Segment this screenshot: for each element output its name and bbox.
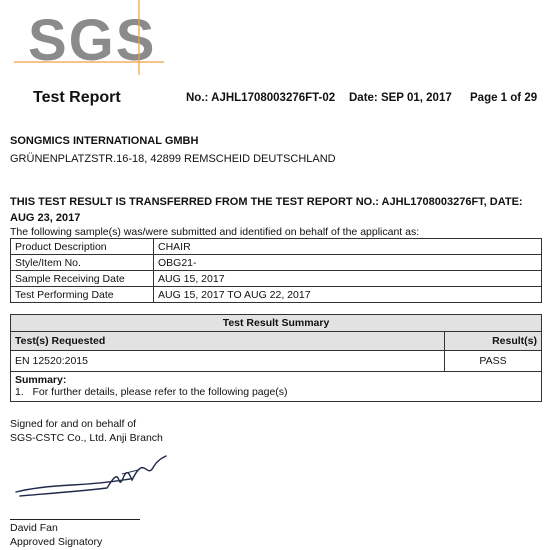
table-row: [11, 315, 542, 332]
sample-info-label: Style/Item No.: [11, 255, 154, 271]
summary-cell: [11, 372, 542, 402]
signing-company: SGS-CSTC Co., Ltd. Anji Branch: [10, 432, 163, 444]
table-row: [11, 287, 542, 303]
svg-text:SGS: SGS: [28, 8, 157, 73]
signed-for-text: Signed for and on behalf of: [10, 418, 137, 430]
handwritten-signature: [12, 452, 172, 514]
sample-info-value: OBG21-: [154, 255, 542, 271]
sample-info-value: CHAIR: [154, 239, 542, 255]
test-standard: EN 12520:2015: [11, 351, 445, 372]
report-date-value: SEP 01, 2017: [380, 92, 452, 104]
table-header-row: [11, 332, 542, 351]
table-row: [11, 255, 542, 271]
submitted-note: The following sample(s) was/were submitted and identified on behalf of the applicant as:: [10, 226, 420, 238]
report-date: [349, 92, 452, 104]
applicant-address: GRÜNENPLATZSTR.16-18, 42899 REMSCHEID DEUTSCHLAND: [10, 153, 336, 165]
sample-info-label: Product Description: [11, 239, 154, 255]
report-number-label: No.:: [186, 92, 209, 104]
summary-text: 1. For further details, please refer to the following page(s): [15, 386, 288, 398]
column-header-result: Result(s): [445, 332, 542, 351]
table-row: [11, 351, 542, 372]
signer-name: David Fan: [10, 522, 58, 534]
column-header-test: Test(s) Requested: [11, 332, 445, 351]
report-number-value: AJHL1708003276FT-02: [211, 92, 336, 104]
summary-label: Summary:: [15, 374, 67, 386]
table-row: [11, 372, 542, 402]
test-result-summary-table: [10, 314, 542, 402]
applicant-name: SONGMICS INTERNATIONAL GMBH: [10, 135, 199, 147]
sample-info-label: Test Performing Date: [11, 287, 154, 303]
report-number: [186, 92, 335, 104]
page-number: Page 1 of 29: [470, 92, 538, 104]
summary-table-title: Test Result Summary: [11, 315, 542, 332]
signer-title: Approved Signatory: [10, 536, 103, 548]
document-title: Test Report: [33, 89, 121, 106]
sample-info-value: AUG 15, 2017: [154, 271, 542, 287]
sample-info-label: Sample Receiving Date: [11, 271, 154, 287]
test-result: PASS: [445, 351, 542, 372]
sgs-logo: [14, 0, 164, 75]
signature-line: [10, 519, 140, 520]
transfer-note: THIS TEST RESULT IS TRANSFERRED FROM THE TEST REPORT NO.: AJHL1708003276FT, DATE: AUG 23, 2017: [10, 196, 523, 224]
sample-info-value: AUG 15, 2017 TO AUG 22, 2017: [154, 287, 542, 303]
table-row: [11, 239, 542, 255]
table-row: [11, 271, 542, 287]
sample-info-table: [10, 238, 542, 303]
report-date-label: Date:: [349, 92, 378, 104]
